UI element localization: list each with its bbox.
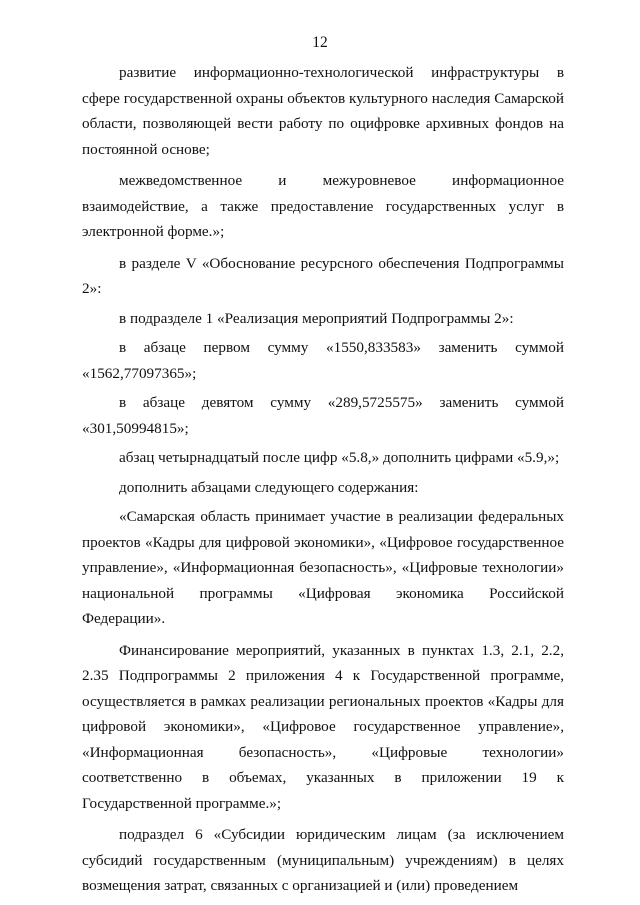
paragraph-10: Финансирование мероприятий, указанных в пунктах 1.3, 2.1, 2.2, 2.35 Подпрограммы 2 приложения 4 к Государственной программе, осуществляется в рамках реализации региональных проектов «Кадры для цифровой экономики», «Цифровое государственное управление», «Информационная безопасность», «Цифровые технологии» соответственно в объемах, указанных в приложении 19 к Государственной программе.»; [82,641,564,812]
paragraph-3: в разделе V «Обоснование ресурсного обеспечения Подпрограммы 2»: [82,254,564,297]
paragraph-9: «Самарская область принимает участие в реализации федеральных проектов «Кадры для цифровой экономики», «Цифровое государственное управление», «Информационная безопасность», «Цифровые технологии» национальной программы «Цифровая экономика Российской Федерации». [82,508,564,627]
paragraph-7: абзац четырнадцатый после цифр «5.8,» дополнить цифрами «5.9,»; [119,449,560,466]
paragraph-6: в абзаце девятом сумму «289,5725575» заменить суммой «301,50994815»; [82,394,564,437]
paragraph-11: подраздел 6 «Субсидии юридическим лицам (за исключением субсидий государственным (муниципальным) учреждениям) в целях возмещения затрат, связанных с организацией и (или) проведением [82,826,564,894]
body-text [82,60,564,899]
paragraph-8: дополнить абзацами следующего содержания: [119,478,419,496]
paragraph-5: в абзаце первом сумму «1550,833583» заменить суммой «1562,77097365»; [82,339,564,382]
paragraph-2: межведомственное и межуровневое информационное взаимодействие, а также предоставление государственных услуг в электронной форме.»; [82,172,564,240]
paragraph-1: развитие информационно-технологической инфраструктуры в сфере государственной охраны объектов культурного наследия Самарской области, позволяющей вести работу по оцифровке архивных фондов на постоянной основе; [82,64,564,158]
paragraph-4: в подразделе 1 «Реализация мероприятий Подпрограммы 2»: [119,309,514,327]
page-number: 12 [312,34,328,51]
